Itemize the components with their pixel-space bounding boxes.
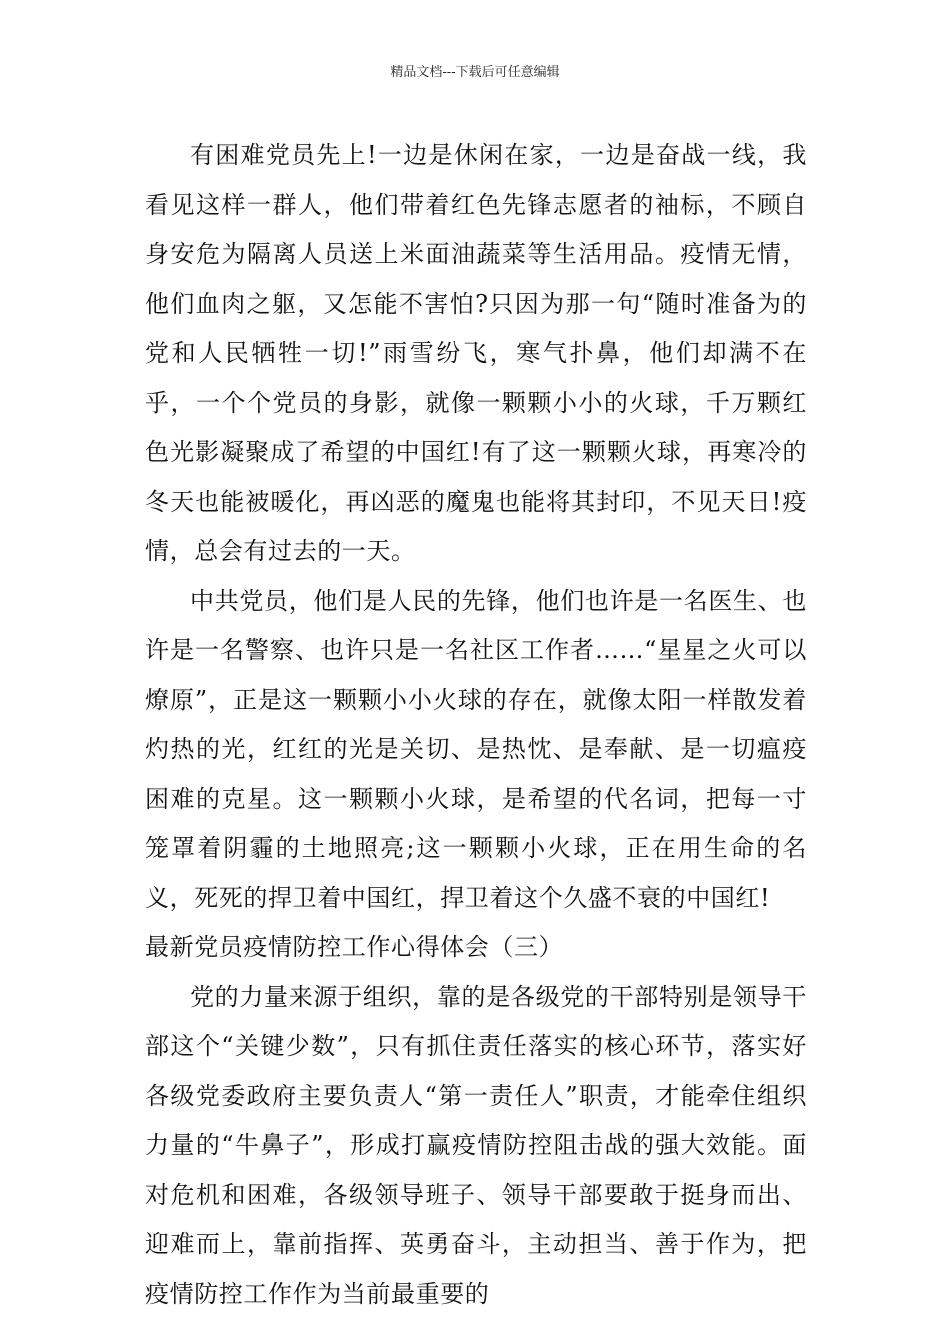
page-header: 精品文档---下载后可任意编辑 xyxy=(390,65,560,80)
section-paragraph: 党的力量来源于组织，靠的是各级党的干部特别是领导干部这个“关键少数”，只有抓住责任落实的核心环节，落实好各级党委政府主要负责人“第一责任人”职责，才能牵住组织力量的“牛鼻子”，形成打赢疫情防控阻击战的强大效能。面对危机和困难，各级领导班子、领导干部要敢于挺身而出、迎难而上，靠前指挥、英勇奋斗，主动担当、善于作为，把疫情防控工作作为当前最重要的 xyxy=(145,982,807,1308)
document-body xyxy=(145,131,807,1319)
section-title: 最新党员疫情防控工作心得体会（三） xyxy=(145,933,564,961)
body-paragraph-1: 有困难党员先上!一边是休闲在家，一边是奋战一线，我看见这样一群人，他们带着红色先锋志愿者的袖标，不顾自身安危为隔离人员送上米面油蔬菜等生活用品。疫情无情，他们血肉之躯，又怎能不害怕?只因为那一句“随时准备为的党和人民牺牲一切!”雨雪纷飞，寒气扑鼻，他们却满不在乎，一个个党员的身影，就像一颗颗小小的火球，千万颗红色光影凝聚成了希望的中国红!有了这一颗颗火球，再寒冷的冬天也能被暖化，再凶恶的魔鬼也能将其封印，不见天日!疫情，总会有过去的一天。 xyxy=(145,141,807,565)
body-paragraph-2: 中共党员，他们是人民的先锋，他们也许是一名医生、也许是一名警察、也许只是一名社区工作者……“星星之火可以燎原”，正是这一颗颗小小火球的存在，就像太阳一样散发着灼热的光，红红的光是关切、是热忱、是奉献、是一切瘟疫困难的克星。这一颗颗小火球，是希望的代名词，把每一寸笼罩着阴霾的土地照亮;这一颗颗小火球，正在用生命的名义，死死的捍卫着中国红，捍卫着这个久盛不衰的中国红! xyxy=(145,586,807,912)
